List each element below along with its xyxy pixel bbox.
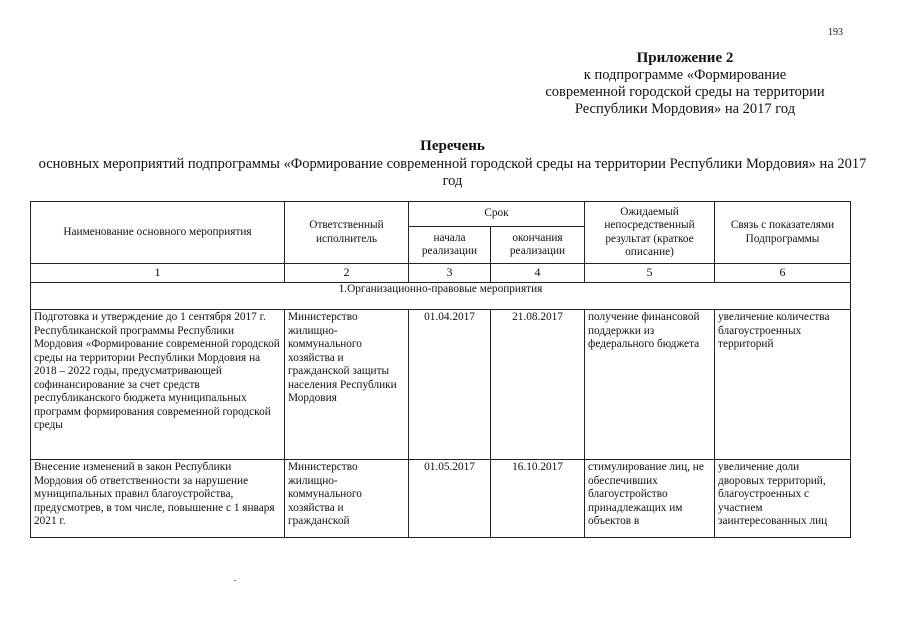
cell-executor: Министерство жилищно-коммунального хозяйства и гражданской	[288, 461, 362, 527]
heading-subtitle: основных мероприятий подпрограммы «Формирование современной городской среды на территории Республики Мордовия» на 2017 год	[38, 156, 867, 189]
page-number: 193	[828, 27, 843, 38]
cell-result: получение финансовой поддержки из федерального бюджета	[585, 310, 715, 460]
cell-start: 01.04.2017	[409, 310, 491, 460]
header-term: Срок	[409, 202, 585, 227]
heading-title: Перечень	[420, 138, 485, 154]
section-row	[31, 283, 851, 310]
appendix-line: современной городской среды на территории	[545, 84, 825, 100]
column-number: 1	[31, 264, 285, 283]
appendix-line: Республики Мордовия» на 2017 год	[574, 101, 796, 117]
measures-table	[30, 201, 851, 538]
column-number: 5	[585, 264, 715, 283]
column-number: 6	[715, 264, 851, 283]
table-row	[31, 460, 851, 538]
column-number: 3	[409, 264, 491, 283]
appendix-line: к подпрограмме «Формирование	[583, 67, 787, 83]
header-link: Связь с показателями Подпрограммы	[715, 202, 851, 264]
column-number: 4	[491, 264, 585, 283]
cell-result: стимулирование лиц, не обеспечивших благоустройство принадлежащих им объектов в	[588, 461, 704, 527]
cell-end: 16.10.2017	[512, 461, 563, 473]
cell-link: увеличение количества благоустроенных территорий	[715, 310, 851, 460]
cell-link: увеличение доли дворовых территорий, благоустроенных с участием заинтересованных лиц	[718, 461, 828, 527]
cell-name: Подготовка и утверждение до 1 сентября 2017 г. Республиканской программы Республики Мордовия «Формирование современной городской среды на территории Республики Мордовия на 2018 – 2022 годы, предусматривающей софинансирование за счет средств республиканского бюджета муниципальных программ формирования современной городской среды	[31, 310, 285, 460]
cell-start: 01.05.2017	[424, 461, 475, 473]
cell-name: Внесение изменений в закон Республики Мордовия об ответственности за нарушение муниципальных правил благоустройства, предусмотрев, в том числе, повышение с 1 января 2021 г.	[34, 461, 275, 527]
header-end: окончания реализации	[491, 227, 585, 264]
appendix-title: Приложение 2	[636, 50, 734, 66]
header-executor: Ответственный исполнитель	[285, 202, 409, 264]
column-number: 2	[285, 264, 409, 283]
appendix-block	[520, 50, 850, 118]
cell-executor: Министерство жилищно-коммунального хозяйства и гражданской защиты населения Республики Мордовия	[285, 310, 409, 460]
header-result: Ожидаемый непосредственный результат (краткое описание)	[585, 202, 715, 264]
scan-mark	[234, 580, 236, 581]
section-title: 1.Организационно-правовые мероприятия	[31, 283, 851, 310]
header-name: Наименование основного мероприятия	[31, 202, 285, 264]
table-row	[31, 310, 851, 460]
header-start: начала реализации	[409, 227, 491, 264]
cell-end: 21.08.2017	[491, 310, 585, 460]
column-numbers-row	[31, 264, 851, 283]
document-heading	[30, 138, 875, 190]
